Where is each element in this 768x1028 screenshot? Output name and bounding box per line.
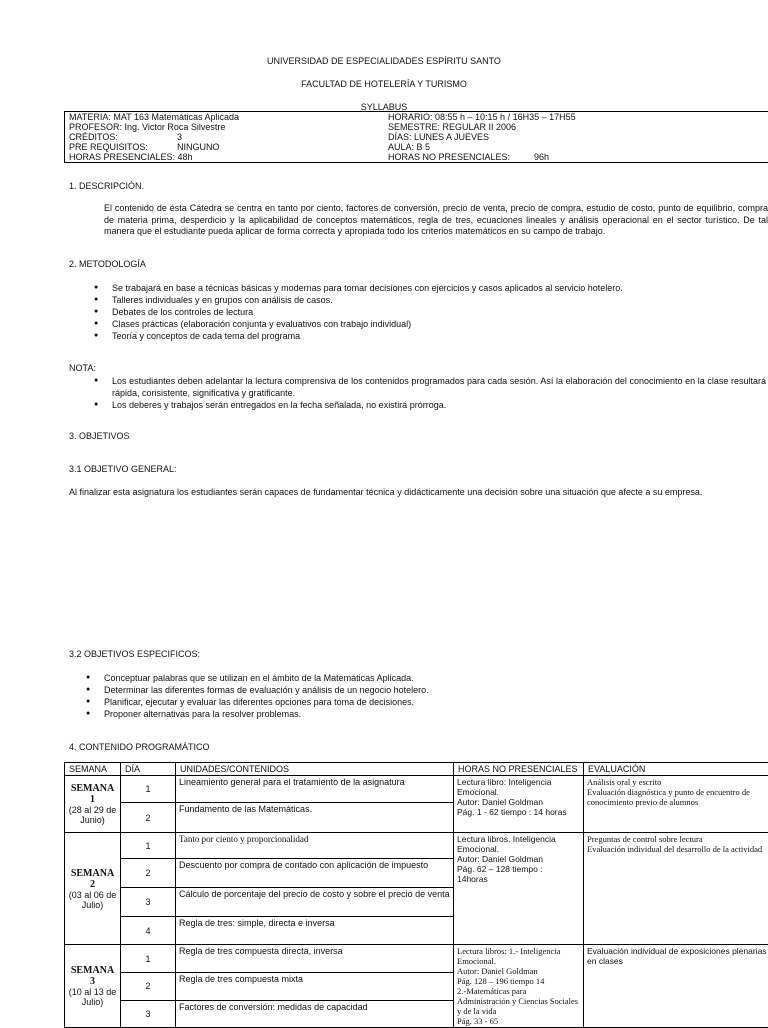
metodologia-list — [86, 282, 766, 342]
table-header-row — [65, 763, 768, 776]
faculty-name: FACULTAD DE HOTELERÍA Y TURISMO — [0, 79, 768, 89]
nota-heading: NOTA: — [69, 363, 96, 373]
horas-presenciales: HORAS PRESENCIALES: 48h — [65, 152, 385, 163]
day-cell: 1 — [121, 833, 176, 859]
doc-title: SYLLABUS — [0, 102, 768, 112]
section-heading-descripcion: 1. DESCRIPCIÓN. — [69, 181, 144, 191]
profesor: PROFESOR: Ing. Victor Roca Silvestre — [65, 122, 385, 132]
table-row — [65, 833, 768, 859]
day-cell: 2 — [121, 859, 176, 888]
content-cell: Regla de tres: simple, directa e inversa — [176, 917, 454, 945]
list-item: ● Conceptuar palabras que se utilizan en el ámbito de la Matemáticas Aplicada. — [78, 672, 758, 684]
section-heading-metodologia: 2. METODOLOGÍA — [69, 259, 146, 269]
horario: HORARIO: 08:55 h – 10:15 h / 16H35 – 17H55 — [384, 112, 768, 123]
descripcion-text: El contenido de ésta Cátedra se centra en tanto por ciento, factores de conversión, precio de venta, precio de compra, estudio de costo, punto de equilibrio, compra de materia prima, desperdicio y la aplicabilidad de conceptos matemáticos, regla de tres, ecuaciones lineales y análisis operacional en el sector turístico. De tal manera que el estudiante pueda aplicar de forma correcta y apropiada todo los criterios matemáticos en su campo de trabajo. — [104, 203, 768, 238]
section-heading-objetivos: 3. OBJETIVOS — [69, 431, 130, 441]
content-cell: Regla de tres compuesta mixta — [176, 973, 454, 1000]
day-cell: 1 — [121, 945, 176, 973]
dias: DÍAS: LUNES A JUEVES — [384, 132, 768, 142]
list-item: ● Se trabajará en base a técnicas básicas y modernas para tomar decisiones con ejercicios y casos aplicados al servicio hotelero. — [86, 282, 766, 294]
content-cell: Cálculo de porcentaje del precio de costo y sobre el precio de venta — [176, 888, 454, 917]
week-cell: SEMANA 3 (10 al 13 de Julio) — [65, 945, 121, 1028]
column-header: UNIDADES/CONTENIDOS — [176, 763, 454, 776]
table-row — [65, 776, 768, 803]
column-header: EVALUACIÓN — [584, 763, 768, 776]
pre-requisitos: PRE REQUISITOS: NINGUNO — [65, 142, 385, 152]
list-item: ● Talleres individuales y en grupos con análisis de casos. — [86, 294, 766, 306]
objetivos-especificos-list — [78, 672, 758, 720]
content-cell: Regla de tres compuesta directa, inversa — [176, 945, 454, 973]
program-table — [64, 762, 768, 1028]
course-info-table — [64, 111, 768, 163]
aula: AULA: B 5 — [384, 142, 768, 152]
semestre: SEMESTRE: REGULAR II 2006 — [384, 122, 768, 132]
list-item: ● Determinar las diferentes formas de evaluación y análisis de un negocio hotelero. — [78, 684, 758, 696]
day-cell: 1 — [121, 776, 176, 803]
horas-cell: Lectura libro: Inteligencia Emocional. Autor: Daniel Goldman Pág. 1 - 62 tiempo : 14 horas — [454, 776, 584, 833]
content-cell: Factores de conversión: medidas de capacidad — [176, 1000, 454, 1027]
column-header: DÍA — [121, 763, 176, 776]
content-cell: Lineamiento general para el tratamiento de la asignatura — [176, 776, 454, 803]
day-cell: 4 — [121, 917, 176, 945]
evaluacion-cell: Análisis oral y escrito Evaluación diagnóstica y punto de encuentro de conocimiento previo de alumnos — [584, 776, 768, 833]
list-item: ● Clases prácticas (elaboración conjunta y evaluativos con trabajo individual) — [86, 318, 766, 330]
evaluacion-cell: Evaluación individual de exposiciones plenarias en clases — [584, 945, 768, 1028]
list-item: ● Planificar, ejecutar y evaluar las diferentes opciones para toma de decisiones. — [78, 696, 758, 708]
column-header: HORAS NO PRESENCIALES — [454, 763, 584, 776]
list-item: ● Debates de los controles de lectura — [86, 306, 766, 318]
list-item: ● Los estudiantes deben adelantar la lectura comprensiva de los contenidos programados para cada sesión. Así la elaboración del conocimiento en la clase resultará rápida, consistente, significativa y gratificante. — [86, 375, 766, 399]
section-heading-contenido: 4. CONTENIDO PROGRAMÁTICO — [69, 742, 210, 752]
horas-no-presenciales: HORAS NO PRESENCIALES: 96h — [384, 152, 768, 163]
week-cell: SEMANA 2 (03 al 06 de Julio) — [65, 833, 121, 945]
horas-cell: Lectura libros: 1.- Inteligencia Emocional. Autor: Daniel Goldman Pág. 128 – 196 tiempo 14 2.-Matemáticas para Administración y Ciencias Sociales y de la vida Pág. 33 - 65 — [454, 945, 584, 1028]
day-cell: 2 — [121, 803, 176, 833]
university-name: UNIVERSIDAD DE ESPECIALIDADES ESPÍRITU SANTO — [0, 56, 768, 66]
day-cell: 3 — [121, 888, 176, 917]
column-header: SEMANA — [65, 763, 121, 776]
list-item: ● Los deberes y trabajos serán entregados en la fecha señalada, no existirá prórroga. — [86, 399, 766, 411]
objetivo-general-text: Al finalizar esta asignatura los estudiantes serán capaces de fundamentar técnica y didácticamente una decisión sobre una situación que afecte a su empresa. — [69, 487, 768, 499]
horas-cell: Lectura libros. Inteligencia Emocional. Autor: Daniel Goldman Pág. 62 – 128 tiempo : 14horas — [454, 833, 584, 945]
day-cell: 2 — [121, 973, 176, 1000]
objetivos-especificos-heading: 3.2 OBJETIVOS ESPECIFICOS: — [69, 649, 200, 659]
creditos: CRÉDITOS: 3 — [65, 132, 385, 142]
nota-list — [86, 375, 766, 411]
list-item: ● Proponer alternativas para la resolver problemas. — [78, 708, 758, 720]
content-cell: Tanto por ciento y proporcionalidad — [176, 833, 454, 859]
evaluacion-cell: Preguntas de control sobre lectura Evaluación individual del desarrollo de la actividad — [584, 833, 768, 945]
objetivo-general-heading: 3.1 OBJETIVO GENERAL: — [69, 464, 177, 474]
materia: MATERIA: MAT 163 Matemáticas Aplicada — [65, 112, 385, 123]
list-item: ● Teoría y conceptos de cada tema del programa — [86, 330, 766, 342]
content-cell: Descuento por compra de contado con aplicación de impuesto — [176, 859, 454, 888]
content-cell: Fundamento de las Matemáticas. — [176, 803, 454, 833]
week-cell: SEMANA 1 (28 al 29 de Junio) — [65, 776, 121, 833]
day-cell: 3 — [121, 1000, 176, 1027]
table-row — [65, 945, 768, 973]
